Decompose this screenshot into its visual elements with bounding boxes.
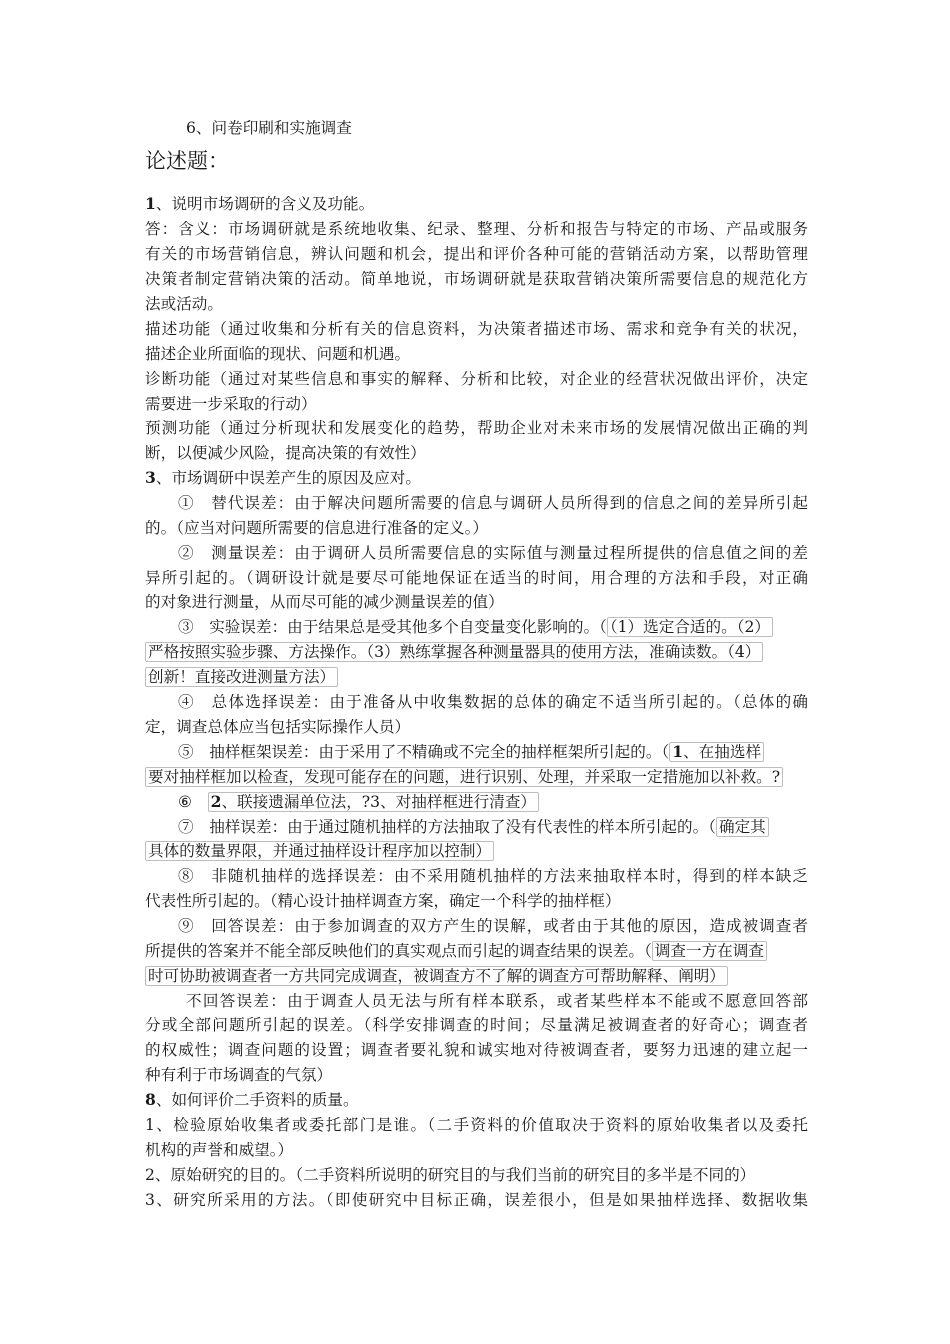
error-item-2-cont: 的对象进行测量，从而尽可能的减少测量误差的值） <box>145 593 504 611</box>
describe-function-line: 描述企业所面临的现状、问题和机遇。 <box>145 345 411 363</box>
error-item-4-cont: 定，调查总体应当包括实际操作人员） <box>145 718 411 736</box>
error-item-8-cont: 代表性所引起的。（精心设计抽样调查方案，确定一个科学的抽样框） <box>145 892 621 910</box>
error-item-4: ④ 总体选择误差：由于准备从中收集数据的总体的确定不适当所引起的。（总体的确 <box>178 693 808 711</box>
answer-line: 3、研究所采用的方法。（即使研究中目标正确，误差很小，但是如果抽样选择、数据收集 <box>145 1191 808 1209</box>
diagnose-function-line: 需要进一步采取的行动） <box>145 395 317 413</box>
nonresponse-error: 不回答误差：由于调查人员无法与所有样本联系，或者某些样本不能或不愿意回答部 <box>186 992 808 1010</box>
answer-line: 机构的声誉和威望。） <box>145 1141 294 1159</box>
annotation-text: 、在抽选样 <box>683 743 762 761</box>
answer-line: 1、检验原始收集者或委托部门是谁。（二手资料的价值取决于资料的原始收集者以及委托 <box>145 1116 808 1134</box>
error-marker: ⑥ <box>178 793 192 811</box>
error-item-7 <box>178 815 808 840</box>
nonresponse-error-cont: 的权威性；调查问题的设置；调查者要礼貌和诚实地对待被调查者，要努力迅速的建立起一 <box>145 1041 808 1059</box>
describe-function-line: 描述功能（通过收集和分析有关的信息资料，为决策者描述市场、需求和竞争有关的状况， <box>145 320 808 338</box>
question-text: 、说明市场调研的含义及功能。 <box>155 195 375 213</box>
predict-function-line: 预测功能（通过分析现状和发展变化的趋势，帮助企业对未来市场的发展情况做出正确的判 <box>145 419 808 437</box>
annotation-box: 具体的数量界限，并通过抽样设计程序加以控制） <box>145 841 494 861</box>
question-number: 8 <box>145 1090 156 1109</box>
error-item-5 <box>178 740 808 765</box>
answer-line: 答：含义：市场调研就是系统地收集、纪录、整理、分析和报告与特定的市场、产品或服务 <box>145 220 808 238</box>
annotation-box: 时可协助被调查者一方共同完成调查，被调查方不了解的调查方可帮助解释、阐明） <box>145 966 728 986</box>
annotation-box: 确定其 <box>716 817 769 837</box>
error-item-5-text: ⑤ 抽样框架误差：由于采用了不精确或不完全的抽样框架所引起的。（ <box>178 743 670 761</box>
diagnose-function-line: 诊断功能（通过对某些信息和事实的解释、分析和比较，对企业的经营状况做出评价，决定 <box>145 370 808 388</box>
question-1-title <box>145 192 808 217</box>
error-item-1-cont: 的。（应当对问题所需要的信息进行准备的定义。） <box>145 519 489 537</box>
annotation-box <box>208 792 539 812</box>
section-heading: 论述题： <box>145 149 229 173</box>
error-item-2-cont: 异所引起的。（调研设计就是要尽可能地保证在适当的时间，用合理的方法和手段，对正确 <box>145 569 808 587</box>
question-text: 、如何评价二手资料的质量。 <box>155 1091 359 1109</box>
error-item-3-cont <box>145 640 808 665</box>
error-item-3-cont <box>145 665 808 690</box>
answer-line: 有关的市场营销信息，辨认问题和机会，提出和评价各种可能的营销活动方案，以帮助管理 <box>145 245 808 263</box>
error-item-5-cont <box>145 765 808 790</box>
annotation-box: （1）选定合适的。（2） <box>607 617 773 637</box>
answer-line: 2、原始研究的目的。（二手资料所说明的研究目的与我们当前的研究目的多半是不同的） <box>145 1166 756 1184</box>
annotation-number: 2 <box>210 792 222 811</box>
error-item-7-text: ⑦ 抽样误差：由于通过随机抽样的方法抽取了没有代表性的样本所引起的。（ <box>178 818 716 836</box>
nonresponse-error-cont: 分或全部问题所引起的误差。（科学安排调查的时间；尽量满足被调查者的好奇心；调查者 <box>145 1016 808 1034</box>
answer-line: 法或活动。 <box>145 295 223 313</box>
annotation-text: 、联接遗漏单位法，?3、对抽样框进行清查） <box>221 793 537 811</box>
error-item-7-cont <box>145 839 808 864</box>
question-3-title <box>145 466 808 491</box>
list-item-6: 6、问卷印刷和实施调查 <box>186 119 352 137</box>
annotation-box <box>669 742 764 762</box>
predict-function-line: 断，以便减少风险，提高决策的有效性） <box>145 444 426 462</box>
annotation-number: 1 <box>672 742 684 761</box>
question-8-title <box>145 1088 808 1113</box>
error-item-3 <box>178 615 808 640</box>
error-item-9-text: 所提供的答案并不能全部反映他们的真实观点而引起的调查结果的误差。（ <box>145 942 652 960</box>
question-text: 、市场调研中误差产生的原因及应对。 <box>155 469 421 487</box>
nonresponse-error-cont: 种有利于市场调查的气氛） <box>145 1066 333 1084</box>
annotation-box: 要对抽样框加以检查，发现可能存在的问题，进行识别、处理，并采取一定措施加以补救。? <box>145 767 783 787</box>
annotation-box: 严格按照实验步骤、方法操作。（3）熟练掌握各种测量器具的使用方法，准确读数。（4） <box>145 642 763 662</box>
error-item-1: ① 替代误差：由于解决问题所需要的信息与调研人员所得到的信息之间的差异所引起 <box>178 494 808 512</box>
question-number: 1 <box>145 194 156 213</box>
error-item-9-cont <box>145 939 808 964</box>
error-item-3-text: ③ 实验误差：由于结果总是受其他多个自变量变化影响的。（ <box>178 618 607 636</box>
error-item-9: ⑨ 回答误差：由于参加调查的双方产生的误解，或者由于其他的原因，造成被调查者 <box>178 917 808 935</box>
error-item-8: ⑧ 非随机抽样的选择误差：由不采用随机抽样的方法来抽取样本时，得到的样本缺乏 <box>178 867 808 885</box>
error-item-9-cont <box>145 964 808 989</box>
error-item-2: ② 测量误差：由于调研人员所需要信息的实际值与测量过程所提供的信息值之间的差 <box>178 544 808 562</box>
error-item-6 <box>178 790 808 815</box>
answer-line: 决策者制定营销决策的活动。简单地说，市场调研就是获取营销决策所需要信息的规范化方 <box>145 270 808 288</box>
question-number: 3 <box>145 468 156 487</box>
annotation-box: 调查一方在调查 <box>652 941 767 961</box>
annotation-box: 创新！直接改进测量方法） <box>145 667 338 687</box>
